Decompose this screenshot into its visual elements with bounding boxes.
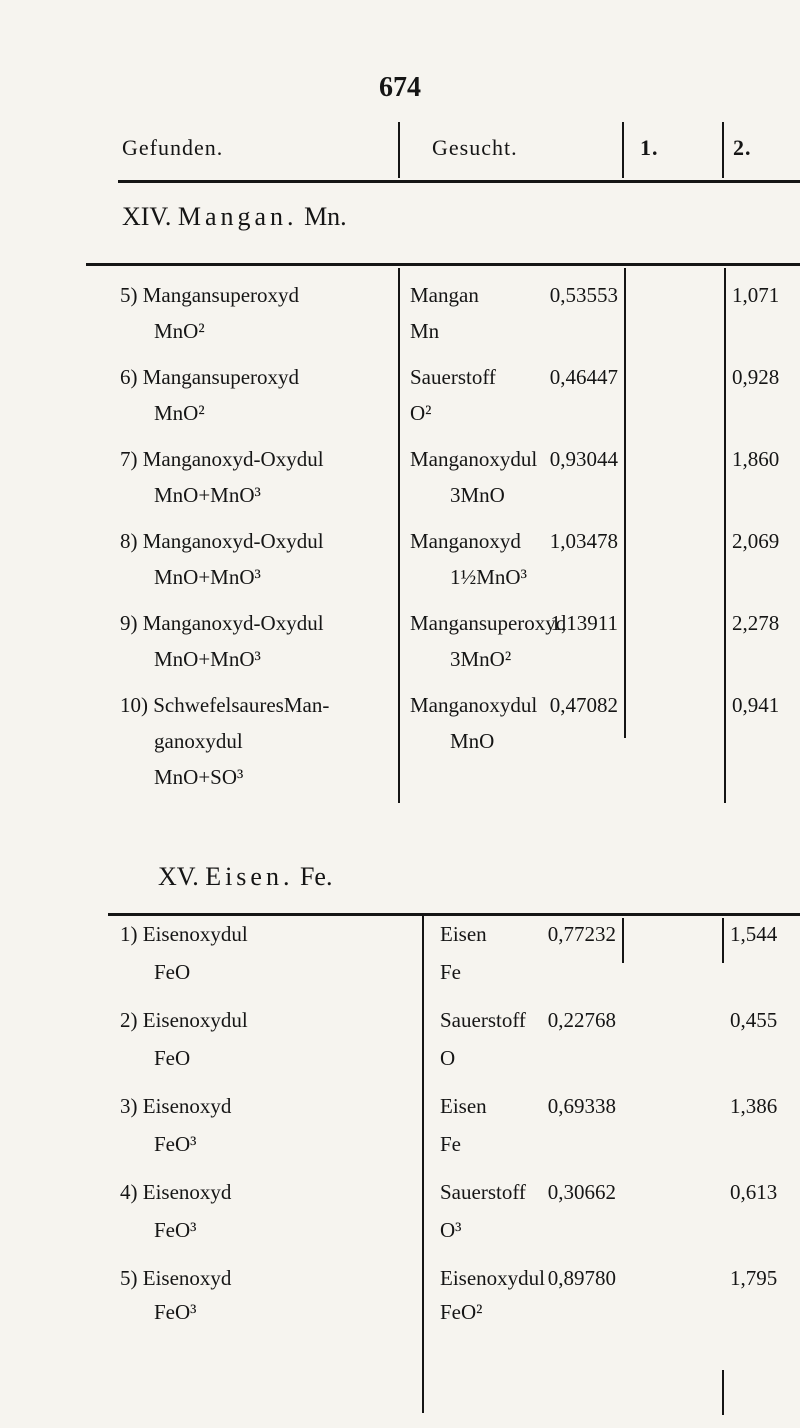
found-formula: FeO [154,1046,191,1070]
section-symbol: Mn. [304,202,347,231]
found-compound: 4) Eisenoxyd [120,1180,232,1204]
value-2: 2,069 [732,529,780,553]
value-2: 1,386 [730,1094,778,1118]
sought-compound: Eisen [440,922,487,946]
found-formula: MnO+SO³ [154,765,244,789]
sought-formula: Fe [440,1132,461,1156]
sought-formula: O³ [440,1218,462,1242]
value-2: 0,941 [732,693,780,717]
sought-compound: Sauerstoff [440,1180,526,1204]
sought-compound: Mangansuperoxyd [410,611,567,635]
found-compound: 9) Manganoxyd-Oxydul [120,611,324,635]
value-1: 1,03478 [549,529,618,553]
found-compound: 8) Manganoxyd-Oxydul [120,529,324,553]
value-1: 0,53553 [549,283,618,307]
value-2: 0,455 [730,1008,778,1032]
table-row [0,1008,800,1088]
header-divider [398,122,400,178]
sought-compound: Manganoxydul [410,693,538,717]
table-row [0,365,800,445]
sought-formula: 3MnO [450,483,505,507]
value-2: 1,860 [732,447,780,471]
found-formula: FeO [154,960,191,984]
found-formula: MnO+MnO³ [154,647,261,671]
found-formula: MnO+MnO³ [154,483,261,507]
header-col-2: 2. [733,135,752,160]
value-1: 0,89780 [547,1266,616,1290]
section-name: Mangan. [177,202,298,231]
value-2: 1,795 [730,1266,778,1290]
value-2: 2,278 [732,611,780,635]
value-2: 0,613 [730,1180,778,1204]
found-compound: 3) Eisenoxyd [120,1094,232,1118]
section-title [158,862,332,892]
sought-compound: Manganoxyd [410,529,521,553]
found-formula: FeO³ [154,1300,197,1324]
value-1: 0,46447 [549,365,618,389]
header-found: Gefunden. [122,135,224,160]
sought-compound: Eisenoxydul [440,1266,545,1290]
table-row [0,1180,800,1260]
header-col-1: 1. [640,135,659,160]
section-number: XV. [158,862,199,891]
table-row [0,283,800,363]
sought-formula: Fe [440,960,461,984]
found-formula: FeO³ [154,1132,197,1156]
sought-compound: Sauerstoff [440,1008,526,1032]
sought-compound: Manganoxydul [410,447,538,471]
found-formula: MnO+MnO³ [154,565,261,589]
column-divider [398,693,400,803]
section-rule [108,913,800,916]
sought-formula: O [440,1046,456,1070]
table-row [0,1094,800,1174]
section-rule [86,263,800,266]
section-symbol: Fe. [299,862,333,891]
value-2: 1,071 [732,283,780,307]
sought-formula: FeO² [440,1300,483,1324]
table-row [0,922,800,1002]
sought-formula: Mn [410,319,440,343]
table-row [0,447,800,527]
sought-compound: Mangan [410,283,479,307]
section-name: Eisen. [205,862,294,891]
value-1: 0,77232 [547,922,616,946]
found-compound: 10) SchwefelsauresMan- [120,693,330,717]
table-header [0,135,800,175]
found-compound: 7) Manganoxyd-Oxydul [120,447,324,471]
table-row [0,611,800,691]
value-1: 0,22768 [547,1008,616,1032]
found-compound: 6) Mangansuperoxyd [120,365,300,389]
column-divider [722,1370,724,1415]
found-formula: MnO² [154,319,205,343]
found-formula: MnO² [154,401,205,425]
page-number: 674 [379,72,421,103]
section-number: XIV. [122,202,172,231]
header-divider [622,122,624,178]
header-rule [118,180,800,183]
found-formula: FeO³ [154,1218,197,1242]
table-row [0,529,800,609]
header-divider [722,122,724,178]
table-row [0,1266,800,1346]
column-divider [724,693,726,803]
sought-formula: MnO [450,729,495,753]
found-compound: 2) Eisenoxydul [120,1008,248,1032]
value-1: 0,69338 [547,1094,616,1118]
found-compound: 1) Eisenoxydul [120,922,248,946]
value-1: 0,30662 [547,1180,616,1204]
sought-formula: O² [410,401,432,425]
sought-formula: 3MnO² [450,647,512,671]
found-compound: 5) Eisenoxyd [120,1266,232,1290]
value-1: 0,93044 [549,447,618,471]
sought-compound: Sauerstoff [410,365,496,389]
value-2: 0,928 [732,365,780,389]
table-row [0,693,800,808]
sought-compound: Eisen [440,1094,487,1118]
sought-formula: 1½MnO³ [450,565,527,589]
found-compound: 5) Mangansuperoxyd [120,283,300,307]
value-1: 0,47082 [549,693,618,717]
value-1: 1,13911 [550,611,618,635]
header-sought: Gesucht. [432,135,518,160]
value-2: 1,544 [730,922,778,946]
section-title [122,202,347,232]
found-compound-cont: ganoxydul [154,729,243,753]
